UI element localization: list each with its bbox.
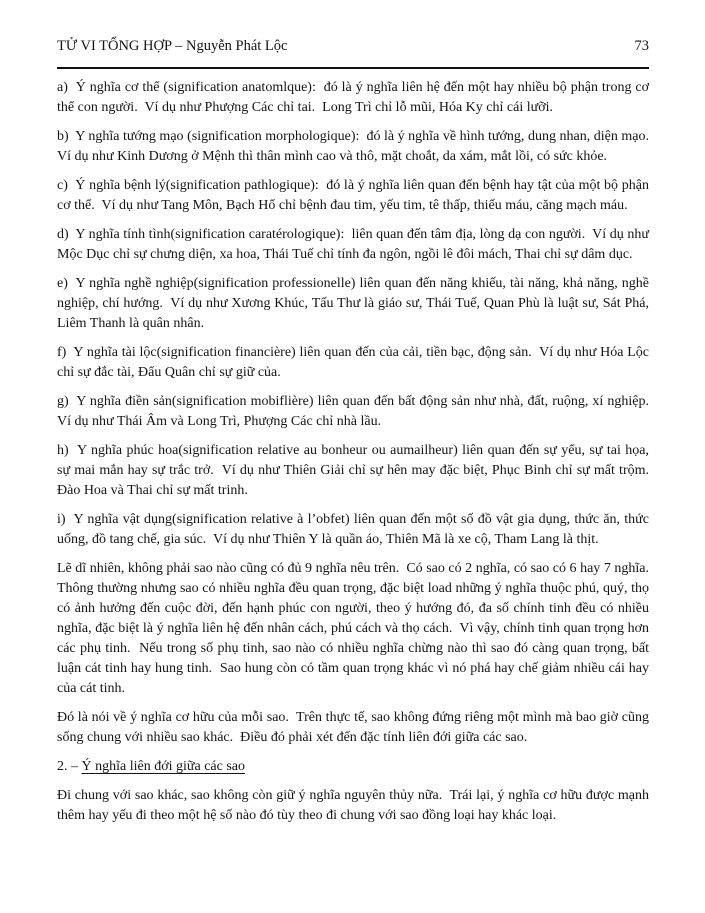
paragraph-h: h) Y nghĩa phúc hoa(signification relative au bonheur ou aumailheur) liên quan đến sự yểu, sự tai họa, sự mai mắn hay sự trắc trở. Ví dụ như Thiên Giải chỉ sự hên may đặc biệt, Phục Binh chỉ sự mất trộm. Đào Hoa và Thai chỉ sự mất trinh.: [57, 443, 656, 498]
running-header: [57, 36, 649, 56]
paragraph-g: g) Y nghĩa điền sản(signification mobiflière) liên quan đến bất động sản như nhà, đất, ruộng, xí nghiệp. Ví dụ như Thái Âm và Long Trì, Phượng Các chỉ nhà lầu.: [57, 394, 656, 429]
paragraph-c: c) Ý nghĩa bệnh lý(signification pathlogique): đó là ý nghĩa liên quan đến bệnh hay tật của một bộ phận cơ thể. Ví dụ như Tang Môn, Bạch Hổ chỉ bệnh đau tim, yếu tim, tê thấp, thiếu máu, căng mạch máu.: [57, 178, 653, 213]
paragraph-f: f) Y nghĩa tài lộc(signification financière) liên quan đến của cải, tiền bạc, động sản. Ví dụ như Hóa Lộc chỉ sự đắc tài, Đẩu Quân chỉ sự giữ của.: [57, 345, 653, 380]
paragraph-transition: Đó là nói về ý nghĩa cơ hữu của mỗi sao. Trên thực tế, sao không đứng riêng một mình mà bao giờ cũng sống chung với nhiều sao khác. Điều đó phải xét đến đặc tính liên đới giữa các sao.: [57, 710, 653, 745]
page-number: 73: [634, 38, 649, 54]
section-heading-title: Ý nghĩa liên đới giữa các sao: [81, 759, 245, 774]
section-heading-number: 2. –: [57, 759, 82, 774]
paragraph-i: i) Y nghĩa vật dụng(signification relative à l’obfet) liên quan đến một số đồ vật gia dụng, thức ăn, thức uống, đồ tang chế, gia súc. Ví dụ như Thiên Y là quần áo, Thiên Mã là xe cộ, Tham Lang là thịt.: [57, 512, 653, 547]
page-body: [57, 78, 656, 826]
paragraph-d: d) Y nghĩa tính tình(signification caratérologique): liên quan đến tâm địa, lòng dạ con người. Ví dụ như Mộc Dục chỉ sự chưng diện, xa hoa, Thái Tuế chỉ tính đa ngôn, ngồi lê đôi mách, Thai chỉ sự dâm dục.: [57, 227, 653, 262]
paragraph-b: b) Y nghĩa tướng mạo (signification morphologique): đó là ý nghĩa về hình tướng, dung nhan, diện mạo. Ví dụ như Kinh Dương ở Mệnh thì thân mình cao và thô, mặt choắt, da xám, mắt lồi, có sức khỏe.: [57, 129, 656, 164]
section-heading: [57, 757, 649, 777]
book-title: TỬ VI TỔNG HỢP – Nguyễn Phát Lộc: [57, 38, 288, 54]
paragraph-summary: Lẽ dĩ nhiên, không phải sao nào cũng có đủ 9 nghĩa nêu trên. Có sao có 2 nghĩa, có sao có 6 hay 7 nghĩa. Thông thường nhưng sao có nhiều nghĩa đều quan trọng, đặc biệt load những ý nghĩa thuộc phú, quý, thọ có ảnh hưởng đến cuộc đời, đến hạnh phúc con người, theo ý hướng đó, đa số chính tinh đều có nhiều nghĩa, đặc biệt là ý nghĩa liên hệ đến nhân cách, phú cách và thọ cách. Vì vậy, chính tinh quan trọng hơn các phụ tinh. Nếu trong số phụ tinh, sao nào có nhiều nghĩa chừng nào thì sao đó càng quan trọng, bất luận cát tinh hay hung tinh. Sao hung còn có tầm quan trọng khác vì nó phá hay chế giảm nhiều cái hay của cát tinh.: [57, 561, 656, 696]
paragraph-a: a) Ý nghĩa cơ thể (signification anatomlque): đó là ý nghĩa liên hệ đến một hay nhiều bộ phận trong cơ thể con người. Ví dụ như Phượng Các chỉ tai. Long Trì chỉ lỗ mũi, Hóa Ky chỉ cái lưỡi.: [57, 80, 653, 115]
paragraph-e: e) Y nghĩa nghề nghiệp(signification professionelle) liên quan đến năng khiếu, tài năng, khả năng, nghề nghiệp, chí hướng. Ví dụ như Xương Khúc, Tấu Thư là giáo sư, Thái Tuế, Quan Phù là luật sư, Sát Phá, Liêm Thanh là quân nhân.: [57, 276, 653, 331]
paragraph-closing: Đi chung với sao khác, sao không còn giữ ý nghĩa nguyên thủy nữa. Trái lại, ý nghĩa cơ hữu được mạnh thêm hay yếu đi theo một hệ số nào đó tùy theo đi chung với sao đồng loại hay khác loại.: [57, 788, 653, 823]
header-divider: [57, 67, 649, 69]
